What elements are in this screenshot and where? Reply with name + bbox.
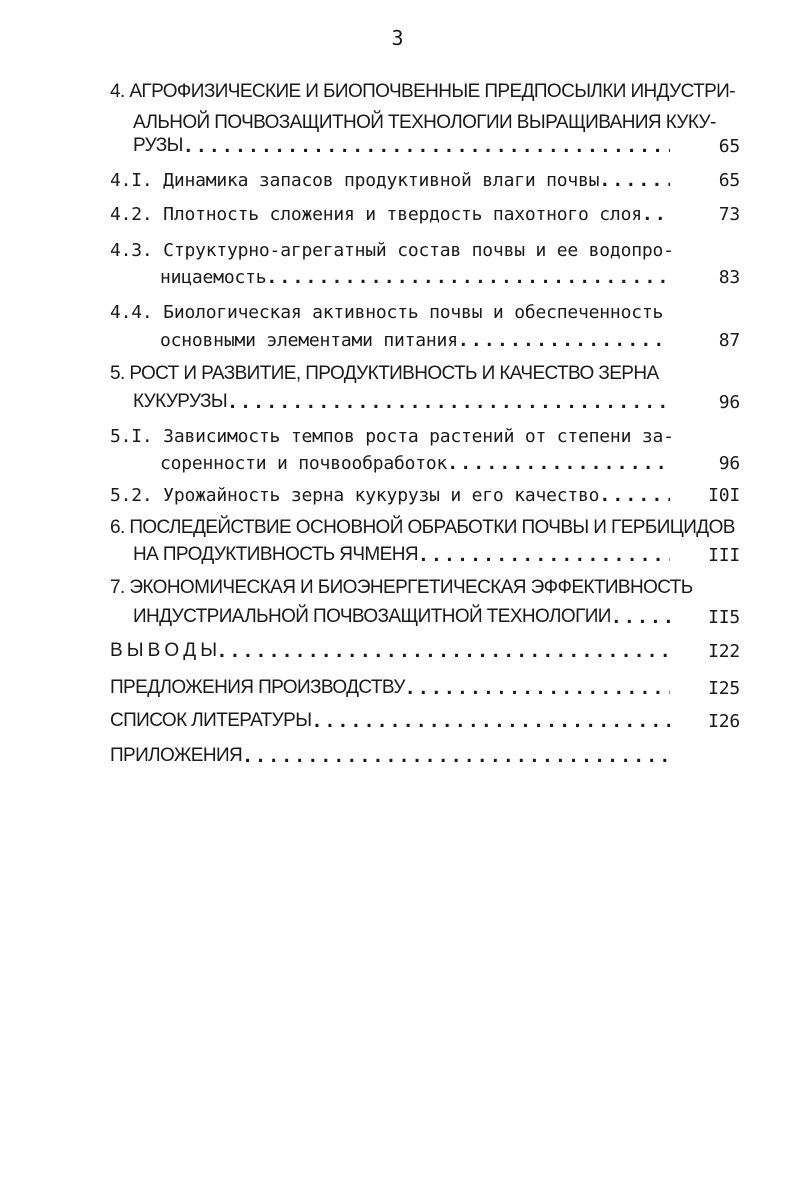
- toc-page-number: I25: [708, 677, 740, 699]
- page-number: 3: [391, 26, 404, 50]
- dot-leader: [405, 678, 670, 699]
- toc-entry: [110, 328, 740, 352]
- toc-page-number: II5: [708, 606, 740, 628]
- toc-entry-title: СПИСОК ЛИТЕРАТУРЫ: [110, 710, 312, 731]
- dot-leader: [242, 746, 670, 767]
- toc-entry: [110, 483, 740, 507]
- toc-entry-title: АЛЬНОЙ ПОЧВОЗАЩИТНОЙ ТЕХНОЛОГИИ ВЫРАЩИВАНИЯ КУКУ-: [133, 112, 716, 133]
- toc-page-number: 96: [718, 452, 740, 474]
- toc-page-number: I0I: [708, 484, 740, 506]
- toc-page-number: 83: [718, 266, 740, 288]
- dot-leader: [642, 204, 670, 225]
- dot-leader: [183, 136, 670, 157]
- toc-entry: [110, 202, 740, 226]
- toc-entry: [110, 390, 740, 414]
- toc-page-number: I26: [708, 710, 740, 732]
- toc-entry-line: [110, 300, 740, 324]
- toc-entry-title: 4. АГРОФИЗИЧЕСКИЕ И БИОПОЧВЕННЫЕ ПРЕДПОСЫЛКИ ИНДУСТРИ-: [110, 81, 735, 102]
- toc-entry-title: 4.4. Биологическая активность почвы и обеспеченность: [110, 301, 664, 323]
- toc-entry-title: НА ПРОДУКТИВНОСТЬ ЯЧМЕНЯ: [133, 544, 418, 565]
- toc-entry: [110, 168, 740, 192]
- toc-entry-title: КУКУРУЗЫ: [133, 391, 228, 412]
- toc-entry-title: 7. ЭКОНОМИЧЕСКАЯ И БИОЭНЕРГЕТИЧЕСКАЯ ЭФФЕКТИВНОСТЬ: [110, 577, 693, 598]
- dot-leader: [611, 607, 670, 628]
- toc-entry-title: 5.2. Урожайность зерна кукурузы и его качество: [110, 484, 600, 506]
- dot-leader: [266, 267, 670, 288]
- toc-entry-title: 5.I. Зависимость темпов роста растений от степени за-: [110, 425, 674, 447]
- dot-leader: [227, 392, 670, 413]
- toc-entry: [110, 639, 740, 663]
- toc-entry-line: [110, 516, 740, 540]
- toc-entry: [110, 605, 740, 629]
- toc-entry-line: [110, 362, 740, 386]
- dot-leader: [418, 545, 670, 566]
- toc-page-number: III: [708, 544, 740, 566]
- toc-entry: [110, 744, 740, 768]
- dot-leader: [458, 330, 670, 351]
- toc-entry: [110, 676, 740, 700]
- toc-entry-title: ИНДУСТРИАЛЬНОЙ ПОЧВОЗАЩИТНОЙ ТЕХНОЛОГИИ: [133, 606, 611, 627]
- toc-page-number: 96: [718, 391, 740, 413]
- toc-entry: [110, 265, 740, 289]
- toc-page-number: 87: [718, 329, 740, 351]
- dot-leader: [447, 453, 670, 474]
- toc-entry-title: ПРЕДЛОЖЕНИЯ ПРОИЗВОДСТВУ: [110, 677, 405, 698]
- dot-leader: [599, 170, 670, 191]
- toc-entry-title: основными элементами питания: [160, 329, 458, 351]
- toc-entry-title: 5. РОСТ И РАЗВИТИЕ, ПРОДУКТИВНОСТЬ И КАЧЕСТВО ЗЕРНА: [110, 363, 659, 384]
- toc-entry-title: соренности и почвообработок: [160, 452, 448, 474]
- toc-entry-title: В Ы В О Д Ы: [110, 640, 217, 661]
- toc-entry-title: ПРИЛОЖЕНИЯ: [110, 745, 243, 766]
- dot-leader: [311, 711, 670, 732]
- toc-entry-line: [110, 111, 740, 135]
- toc-entry-title: 4.3. Структурно-агрегатный состав почвы и ее водопро-: [110, 239, 674, 261]
- toc-entry: [110, 543, 740, 567]
- toc-entry-title: 4.I. Динамика запасов продуктивной влаги почвы: [110, 169, 600, 191]
- toc-entry: [110, 134, 740, 158]
- toc-entry-line: [110, 238, 740, 262]
- toc-page-number: 65: [718, 169, 740, 191]
- toc-entry: [110, 709, 740, 733]
- toc-page-number: I22: [708, 640, 740, 662]
- dot-leader: [599, 485, 670, 506]
- toc-page-number: 73: [718, 203, 740, 225]
- toc-entry: [110, 451, 740, 475]
- toc-entry-line: [110, 576, 740, 600]
- toc-entry-title: 4.2. Плотность сложения и твердость пахотного слоя: [110, 203, 642, 225]
- dot-leader: [216, 641, 670, 662]
- toc-entry-title: 6. ПОСЛЕДЕЙСТВИЕ ОСНОВНОЙ ОБРАБОТКИ ПОЧВЫ И ГЕРБИЦИДОВ: [110, 517, 735, 538]
- toc-entry-line: [110, 424, 740, 448]
- toc-entry-title: РУЗЫ: [133, 135, 183, 156]
- toc-entry-line: [110, 80, 740, 104]
- toc-page-number: 65: [718, 135, 740, 157]
- toc-entry-title: ницаемость: [160, 266, 267, 288]
